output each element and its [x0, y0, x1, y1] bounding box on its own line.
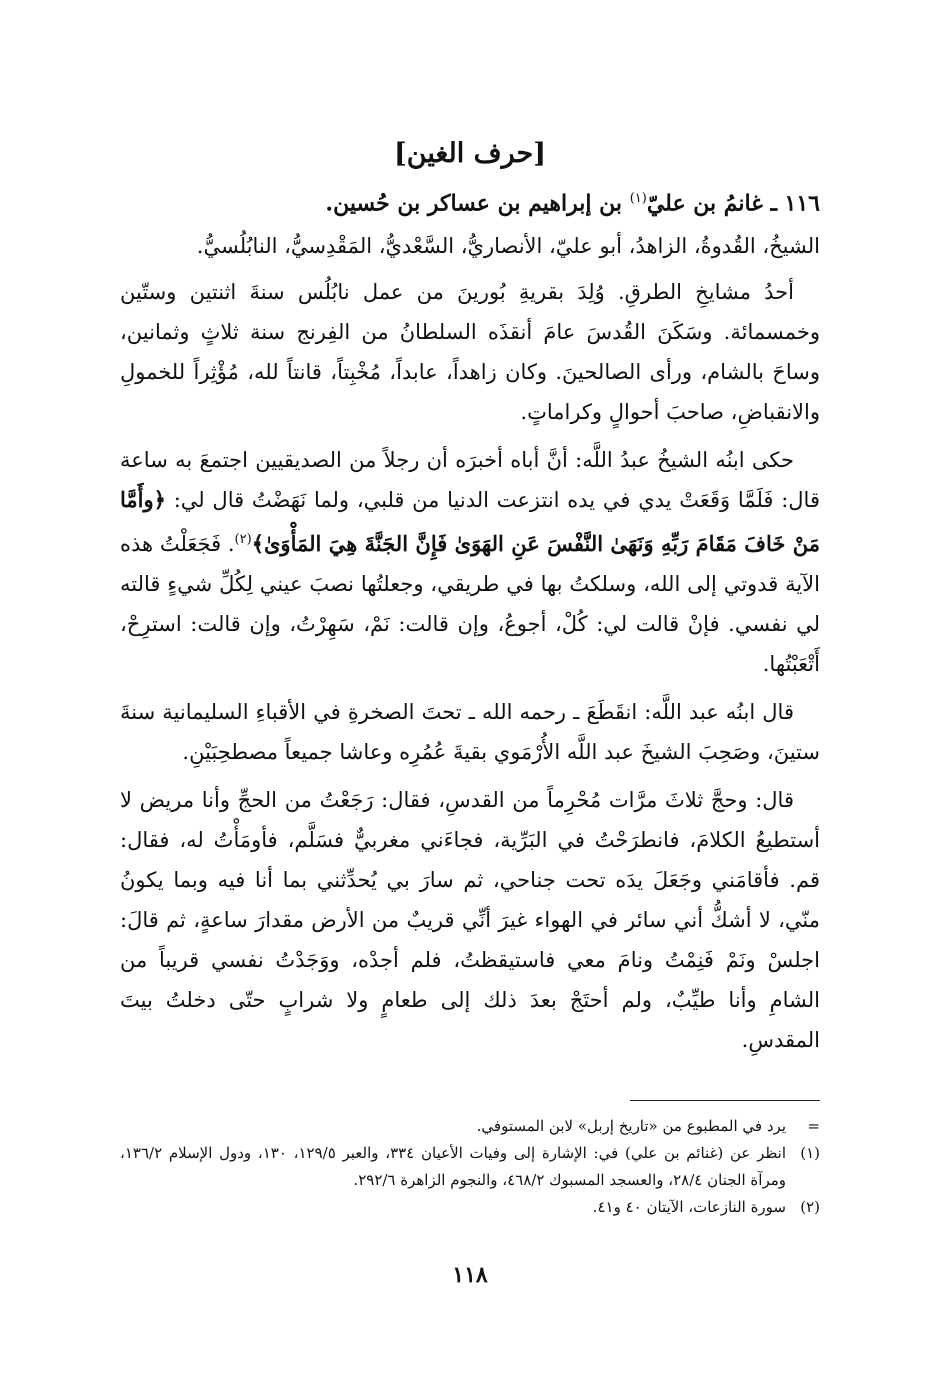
entry-name-rest: بن إبراهيم بن عساكر بن حُسين. — [325, 190, 623, 217]
footnote-item — [120, 1194, 820, 1221]
paragraph-titles: الشيخُ، القُدوةُ، الزاهدُ، أبو عليّ، الأنصاريُّ، السَّعْديُّ، المَقْدِسيُّ، النابُلُسيُّ. — [196, 234, 820, 259]
body-text — [120, 226, 820, 1060]
paragraph-narration — [120, 440, 820, 684]
footnote-ref-2[interactable]: (٢) — [234, 532, 252, 548]
footnote-item — [120, 1113, 820, 1140]
narration-continuation: . فَجَعَلْتُ هذه الآية قدوتي إلى الله، وسلكتُ بها في طريقي، وجعلتُها نصبَ عيني لِكُلِّ شيءٍ قالته لي نفسي. فإنْ قالت لي: كُلْ، أجوعُ، وإن قالت: نَمْ، سَهِرْتُ، وإن قالت: استرِحْ، أَتْعَبْتُها. — [120, 532, 820, 677]
chapter-title: [حرف الغين] — [394, 138, 546, 169]
paragraph-seclusion: قال ابنُه عبد اللَّه: انقَطَعَ ـ رحمه الله ـ تحتَ الصخرةِ في الأقباءِ السليمانية سنةَ ستينَ، وصَحِبَ الشيخَ عبد اللَّه الأُرْمَوي بقيةَ عُمُرِه وعاشا جميعاً مصطحِبَيْنِ. — [120, 700, 820, 765]
footnote-number: = — [807, 1117, 820, 1135]
footnote-ref-1[interactable]: (١) — [629, 191, 647, 206]
footnote-text: سورة النازعات، الآيتان ٤٠ و٤١. — [592, 1198, 786, 1216]
paragraph-biography: أحدُ مشايخِ الطرقِ. وُلِدَ بقريةِ بُورينَ من عمل نابُلُس سنةَ اثنتين وستّين وخمسمائة. وسَكَنَ القُدسَ عامَ أنقذَه السلطانُ من الفِرنج سنة ثلاثٍ وثمانين، وساحَ بالشام، ورأى الصالحينَ. وكان زاهداً، عابداً، مُخْبِتاً، قانتاً لله، مُؤْثِراً للخمولِ والانقباضِ، صاحبَ أحوالٍ وكراماتٍ. — [120, 280, 820, 425]
narration-intro: حكى ابنُه الشيخُ عبدُ اللَّه: أنَّ أباه أخبرَه أن رجلاً من الصديقيين اجتمعَ به ساعة قال: فَلَمَّا وَقَعَتْ يدي في يده انتزعت الدنيا من قلبي، ولما نَهَضْتُ قال لي: — [120, 448, 820, 513]
quran-verse: ﴿وأَمَّا مَنْ خَافَ مَقَامَ رَبِّهِ وَنَهَىٰ النَّفْسَ عَنِ الهَوَىٰ فَإِنَّ الجَنَّةَ هِيَ المَأْوَىٰ﴾ — [120, 487, 820, 557]
page-number: ١١٨ — [452, 1262, 488, 1288]
footnote-divider — [630, 1100, 820, 1101]
footnote-number: (٢) — [800, 1198, 820, 1216]
entry-heading — [120, 182, 820, 220]
footnote-text: يرد في المطبوع من «تاريخ إربل» لابن المستوفي. — [476, 1117, 786, 1135]
paragraph-pilgrimage: قال: وحجَّ ثلاثَ مرَّات مُحْرِماً من القدسِ، فقال: رَجَعْتُ من الحجِّ وأنا مريض لا أستطيعُ الكلامَ، فانطرَحْتُ في البَرِّية، فجاءَني مغربيٌّ فسَلَّم، فأومَأْتُ له، فقال: قم. فأقامَني وجَعَلَ يدَه تحت جناحي، ثم سارَ بي يُحدِّثني بما أنا فيه وبما يكونُ منّي، لا أشكُّ أني سائر في الهواء غيرَ أنِّي قريبٌ من الأرض مقدارَ ساعةٍ، ثم قالَ: اجلسْ ونَمْ فَنِمْتُ ونامَ معي فاستيقظتُ، فلم أجدْه، ووَجَدْتُ نفسي قريباً من الشامِ وأنا طيِّبٌ، ولم أحتَجْ بعدَ ذلك إلى طعامٍ ولا شرابٍ حتّى دخلتُ بيتَ المقدسِ. — [120, 788, 820, 1053]
entry-number: ١١٦ ـ — [770, 190, 820, 217]
entry-name: غانمُ بن عليّ — [646, 190, 763, 217]
footnote-item — [120, 1140, 820, 1194]
footnotes — [120, 1100, 820, 1221]
footnote-text: انظر عن (غنائم بن علي) في: الإشارة إلى وفيات الأعيان ٣٣٤، والعبر ١٢٩/٥، ١٣٠، ودول الإسلام ١٣٦/٢، ومرآة الجنان ٢٨/٤، والعسجد المسبوك ٤٦٨/٢، والنجوم الزاهرة ٢٩٢/٦. — [120, 1144, 787, 1189]
footnote-number: (١) — [800, 1144, 820, 1162]
